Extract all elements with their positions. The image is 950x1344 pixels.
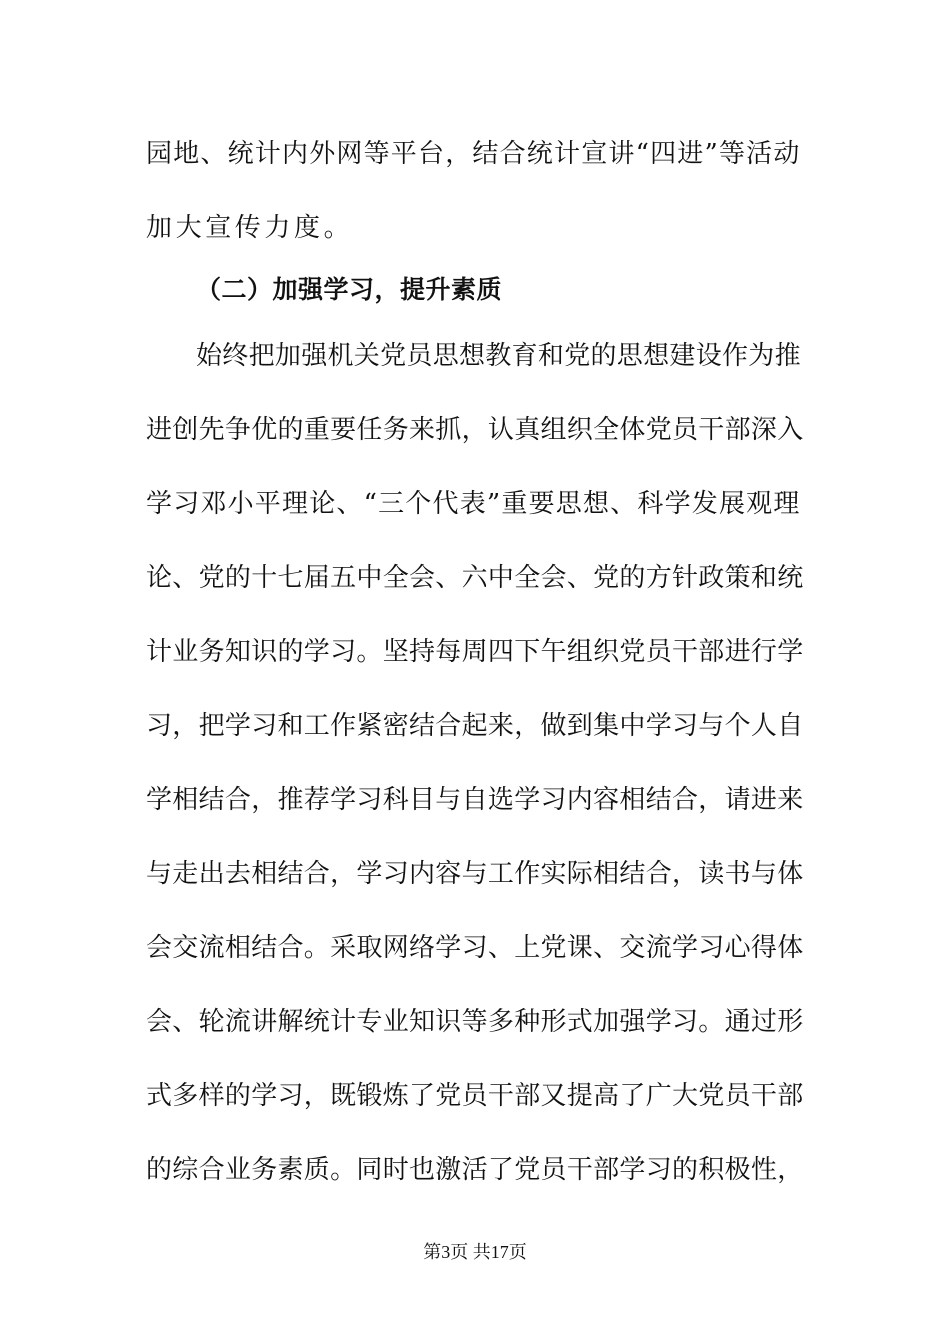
paragraph-line: 学习邓小平理论、“三个代表”重要思想、科学发展观理 (146, 489, 801, 519)
paragraph-line: 论、党的十七届五中全会、六中全会、党的方针政策和统 (146, 563, 804, 593)
section-heading: （二）加强学习，提升素质 (196, 275, 503, 304)
page-number-footer: 第3页 共17页 (423, 1242, 527, 1262)
paragraph-line: 与走出去相结合，学习内容与工作实际相结合，读书与体 (146, 859, 804, 889)
paragraph-line: 会、轮流讲解统计专业知识等多种形式加强学习。通过形 (146, 1007, 804, 1037)
paragraph-line: 学相结合，推荐学习科目与自选学习内容相结合，请进来 (146, 785, 804, 815)
paragraph-line: 始终把加强机关党员思想教育和党的思想建设作为推 (196, 341, 801, 371)
paragraph-line: 计业务知识的学习。坚持每周四下午组织党员干部进行学 (146, 637, 804, 667)
paragraph-line: 进创先争优的重要任务来抓，认真组织全体党员干部深入 (146, 415, 804, 445)
paragraph-line: 园地、统计内外网等平台，结合统计宣讲“四进”等活动 (146, 139, 801, 169)
paragraph-line: 习，把学习和工作紧密结合起来，做到集中学习与个人自 (146, 711, 804, 741)
paragraph-line: 加大宣传力度。 (146, 213, 354, 243)
paragraph-line: 式多样的学习，既锻炼了党员干部又提高了广大党员干部 (146, 1081, 804, 1111)
paragraph-line: 的综合业务素质。同时也激活了党员干部学习的积极性， (146, 1155, 804, 1185)
paragraph-line: 会交流相结合。采取网络学习、上党课、交流学习心得体 (146, 933, 804, 963)
